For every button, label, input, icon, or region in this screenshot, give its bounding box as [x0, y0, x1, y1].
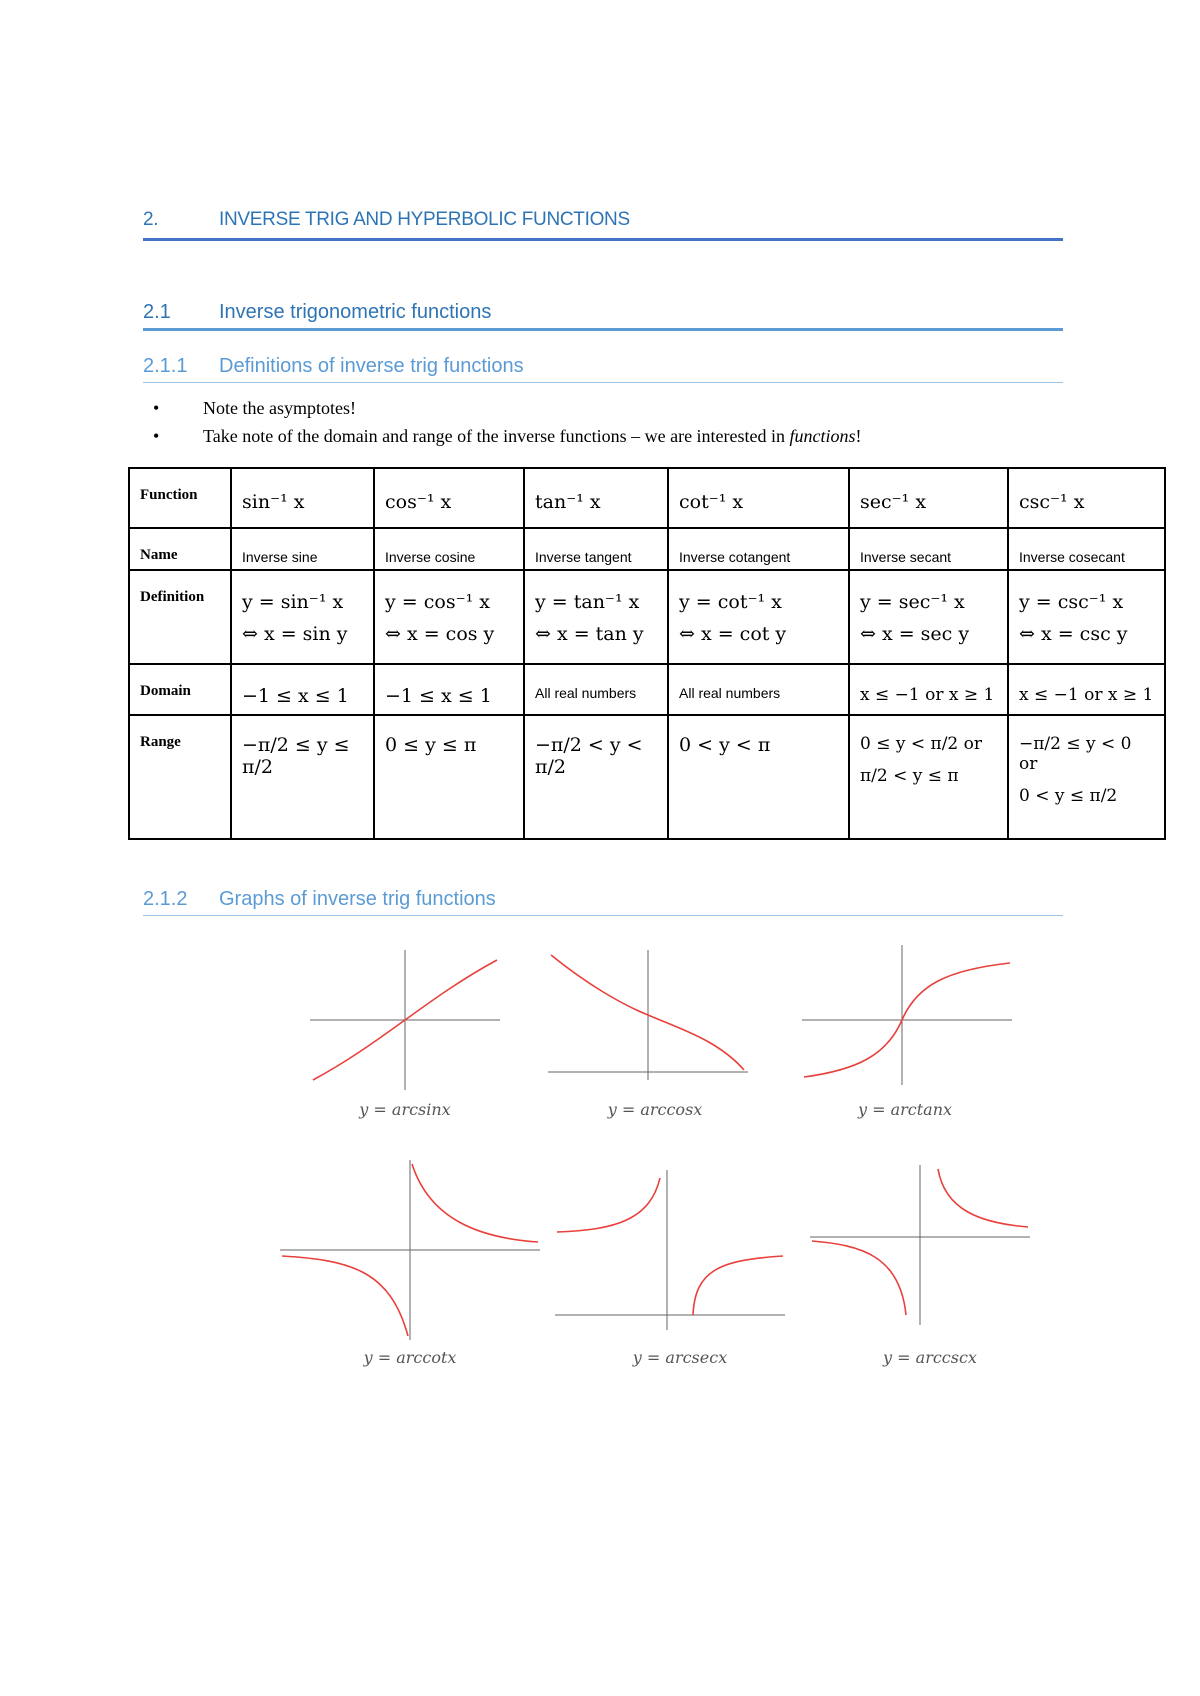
table-cell — [1008, 715, 1165, 839]
table-cell — [374, 715, 524, 839]
bullet-icon: • — [153, 426, 160, 446]
bullet-icon: • — [153, 398, 160, 418]
table-cell — [1008, 570, 1165, 664]
arcsin-graph — [310, 950, 500, 1090]
table-cell: tan⁻¹ x — [524, 468, 668, 528]
table-cell: −1 ≤ x ≤ 1 — [374, 664, 524, 715]
definition-line: y = csc⁻¹ x — [1019, 591, 1124, 613]
table-cell — [231, 570, 374, 664]
bullet-text: Note the asymptotes! — [203, 398, 356, 418]
definition-line: ⇔ x = tan y — [535, 623, 644, 645]
row-label: Definition — [129, 570, 231, 664]
inverse-trig-table — [128, 467, 1166, 840]
definitions-rule — [143, 382, 1063, 383]
bullet-text-part: Take note of the domain and range of the inverse functions – we are interested in — [203, 426, 786, 446]
definition-line: ⇔ x = cot y — [679, 623, 787, 645]
table-cell — [524, 570, 668, 664]
definition-line: y = tan⁻¹ x — [535, 591, 640, 613]
subsection-number: 2.1 — [143, 301, 171, 323]
graphs-heading — [143, 888, 1063, 911]
arccsc-graph — [810, 1165, 1030, 1325]
table-row — [129, 468, 1165, 528]
subsection-rule — [143, 328, 1063, 331]
range-line: 0 ≤ y < π/2 or — [860, 734, 983, 754]
table-cell — [524, 715, 668, 839]
table-cell: cos⁻¹ x — [374, 468, 524, 528]
section-number: 2. — [143, 209, 159, 230]
definitions-number: 2.1.1 — [143, 355, 188, 377]
curve — [812, 1241, 906, 1315]
subsection-heading — [143, 301, 1063, 324]
section-heading — [143, 209, 1063, 231]
definition-line: ⇔ x = csc y — [1019, 623, 1128, 645]
bullet-text-end: ! — [855, 426, 862, 446]
range-line: 0 ≤ y ≤ π — [385, 734, 477, 756]
bullet-text — [203, 422, 862, 450]
graphs-rule — [143, 915, 1063, 916]
list-item — [143, 394, 1083, 422]
definition-line: y = cos⁻¹ x — [385, 591, 490, 613]
curve — [938, 1169, 1028, 1227]
table-cell: −1 ≤ x ≤ 1 — [231, 664, 374, 715]
bullet-list — [143, 394, 1083, 450]
table-cell: Inverse sine — [231, 528, 374, 570]
table-cell: Inverse cosecant — [1008, 528, 1165, 570]
range-line: π/2 < y ≤ π — [860, 766, 959, 786]
range-line: −π/2 < y < π/2 — [535, 734, 643, 778]
definition-line: y = sin⁻¹ x — [242, 591, 344, 613]
curve — [412, 1164, 538, 1242]
table-cell — [668, 715, 849, 839]
graphs-title: Graphs of inverse trig functions — [219, 888, 496, 910]
table-cell: Inverse cosine — [374, 528, 524, 570]
table-cell: sin⁻¹ x — [231, 468, 374, 528]
row-label: Range — [129, 715, 231, 839]
graph-caption: y = arccscx — [883, 1348, 977, 1367]
table-cell: Inverse secant — [849, 528, 1008, 570]
graph-caption: y = arctanx — [857, 1100, 953, 1119]
row-label: Name — [129, 528, 231, 570]
definition-line: y = cot⁻¹ x — [679, 591, 782, 613]
row-label: Domain — [129, 664, 231, 715]
definition-line: ⇔ x = cos y — [385, 623, 495, 645]
table-row — [129, 528, 1165, 570]
range-line: 0 < y ≤ π/2 — [1019, 786, 1118, 806]
arcsec-graph — [555, 1170, 785, 1330]
table-cell: x ≤ −1 or x ≥ 1 — [849, 664, 1008, 715]
table-row — [129, 715, 1165, 839]
curve — [557, 1178, 660, 1232]
section-title: INVERSE TRIG AND HYPERBOLIC FUNCTIONS — [219, 209, 630, 230]
definition-line: ⇔ x = sin y — [242, 623, 348, 645]
subsection-title: Inverse trigonometric functions — [219, 301, 492, 323]
curve — [693, 1256, 783, 1315]
list-item — [143, 422, 1083, 450]
table-cell: cot⁻¹ x — [668, 468, 849, 528]
graphs-number: 2.1.2 — [143, 888, 188, 910]
graph-caption: y = arccotx — [363, 1348, 457, 1367]
table-cell: All real numbers — [668, 664, 849, 715]
graph-caption: y = arcsinx — [359, 1100, 451, 1119]
graph-caption: y = arcsecx — [632, 1348, 728, 1367]
table-cell: All real numbers — [524, 664, 668, 715]
arctan-graph — [802, 945, 1012, 1085]
table-cell: sec⁻¹ x — [849, 468, 1008, 528]
range-line: −π/2 ≤ y < 0 or — [1019, 734, 1132, 774]
curve — [282, 1256, 408, 1336]
range-line: −π/2 ≤ y ≤ π/2 — [242, 734, 350, 778]
table-cell — [668, 570, 849, 664]
graph-caption: y = arccosx — [607, 1100, 703, 1119]
range-line: 0 < y < π — [679, 734, 771, 756]
arccot-graph — [280, 1160, 540, 1340]
table-cell: Inverse tangent — [524, 528, 668, 570]
table-row — [129, 570, 1165, 664]
definition-line: y = sec⁻¹ x — [860, 591, 965, 613]
definition-line: ⇔ x = sec y — [860, 623, 970, 645]
table-cell — [374, 570, 524, 664]
table-cell: Inverse cotangent — [668, 528, 849, 570]
table-cell — [231, 715, 374, 839]
row-label: Function — [129, 468, 231, 528]
table-cell: x ≤ −1 or x ≥ 1 — [1008, 664, 1165, 715]
table-cell — [849, 715, 1008, 839]
table-cell: csc⁻¹ x — [1008, 468, 1165, 528]
definitions-title: Definitions of inverse trig functions — [219, 355, 524, 377]
table-row — [129, 664, 1165, 715]
arccos-graph — [548, 950, 748, 1080]
table-cell — [849, 570, 1008, 664]
bullet-emphasis: functions — [789, 426, 856, 446]
section-rule — [143, 238, 1063, 241]
definitions-heading — [143, 355, 1063, 378]
